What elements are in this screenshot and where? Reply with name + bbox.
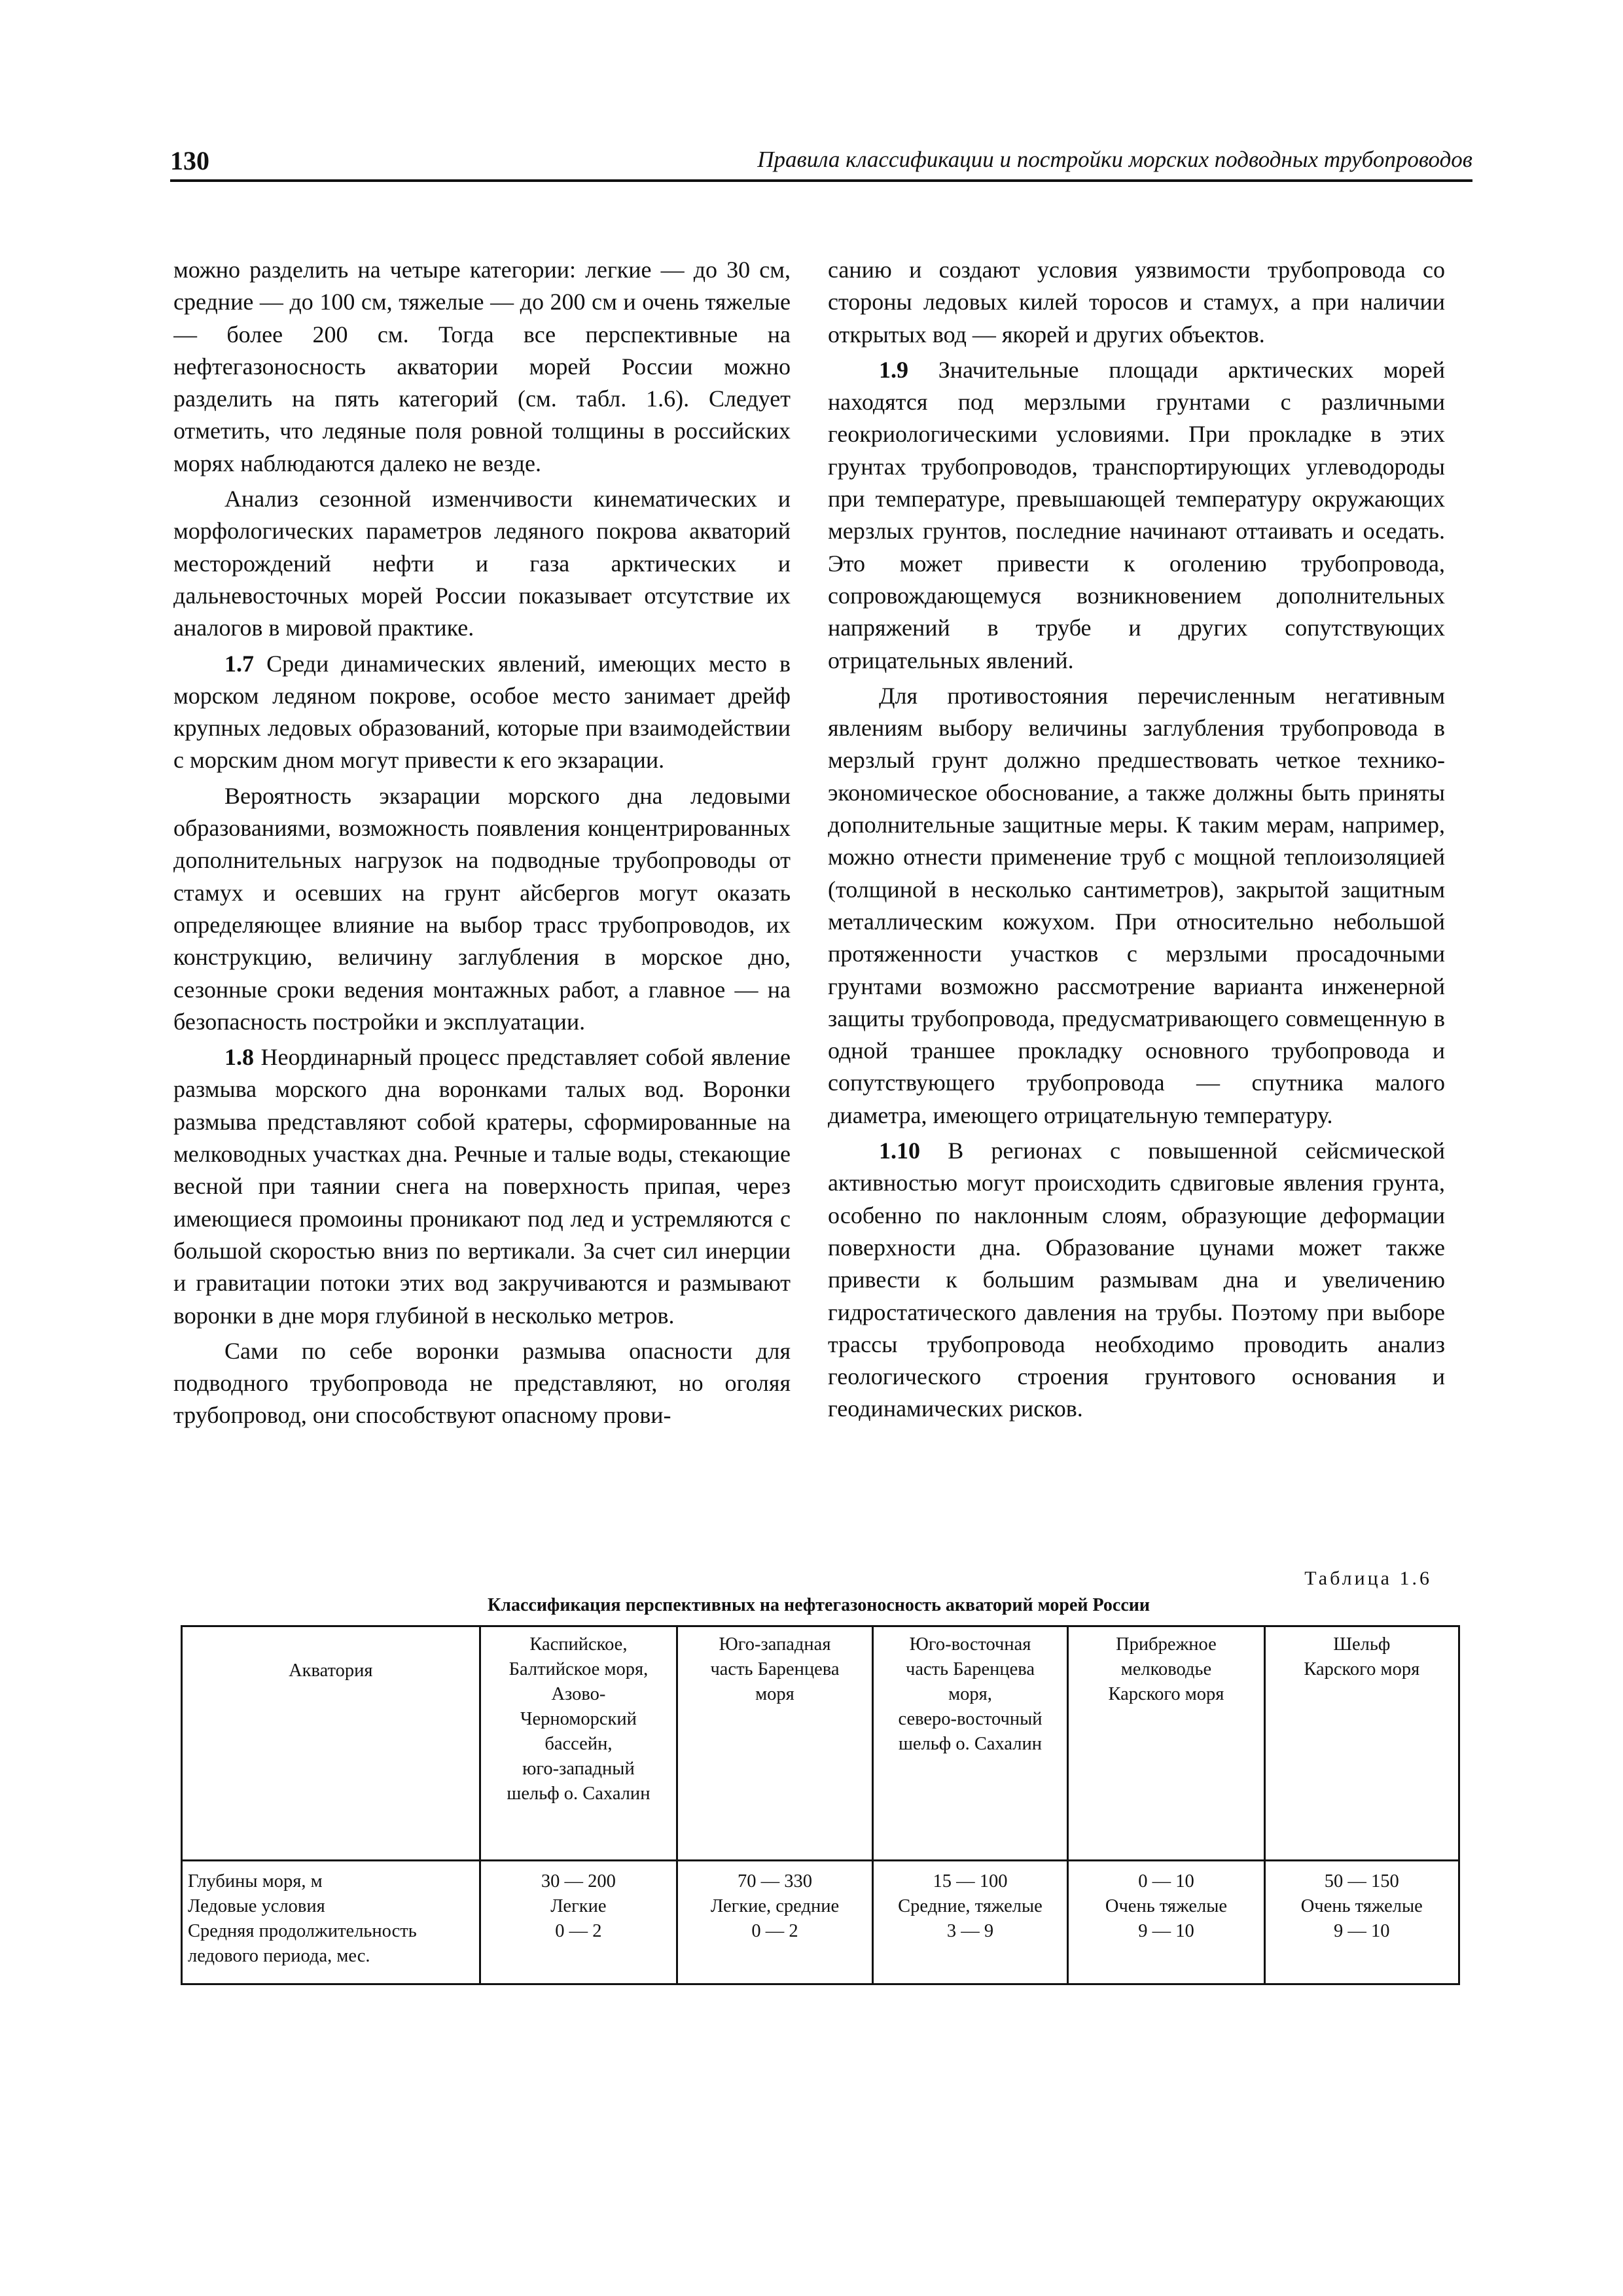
paragraph-text: Среди динамических явлений, имеющих место в морском ледяном покрове, особое место занимает дрейф крупных ледовых образований, которые при взаимодействии с морским дном могут привести к его экзарации. — [173, 650, 791, 774]
table-row — [182, 1861, 1459, 1984]
cell-value: 0 — 10 — [1138, 1871, 1194, 1892]
header-cell-se-barents — [872, 1626, 1068, 1861]
header-line: Карского моря — [1304, 1659, 1420, 1679]
cell-value: 50 — 150 — [1324, 1871, 1399, 1892]
header-line: Шельф — [1333, 1634, 1391, 1655]
cell-value: 9 — 10 — [1334, 1921, 1390, 1941]
header-cell-kara-shelf — [1264, 1626, 1459, 1861]
paragraph-text: Значительные площади арктических морей находятся под мерзлыми грунтами с различными геокриологическими условиями. При прокладке в этих грунтах трубопроводов, транспортирующих углеводороды при температуре, превышающей температуру окружающих мерзлых грунтов, последние начинают оттаивать и оседать. Это может привести к оголению трубопровода, сопровождающемуся возникновением дополнительных напряжений в трубе и других сопутствующих отрицательных явлений. — [828, 356, 1445, 673]
left-column — [173, 254, 791, 1570]
header-line: шельф о. Сахалин — [507, 1784, 651, 1804]
value-cell — [1068, 1861, 1264, 1984]
paragraph-text: В регионах с повышенной сейсмической активностью могут происходить сдвиговые явления грунта, особенно по наклонным слоям, образующие деформации поверхности дна. Образование цунами может также привести к большим размывам дна и увеличению гидростатического давления на трубы. Поэтому при выборе трассы трубопровода необходимо проводить анализ геологического строения грунтового основания и геодинамических рисков. — [828, 1138, 1445, 1422]
section-number: 1.7 — [224, 650, 254, 677]
paragraph: санию и создают условия уязвимости трубопровода со стороны ледовых килей торосов и стамух, а при наличии открытых вод — якорей и других объектов. — [828, 257, 1445, 348]
right-column — [828, 254, 1445, 1570]
table-label: Таблица 1.6 — [1304, 1568, 1432, 1589]
header-line: юго-западный — [522, 1759, 635, 1779]
classification-table — [181, 1625, 1460, 1985]
header-line: часть Баренцева — [905, 1659, 1035, 1679]
cell-value: Очень тяжелые — [1105, 1896, 1227, 1916]
page-number: 130 — [170, 146, 209, 175]
header-cell-caspian — [480, 1626, 677, 1861]
header-line: мелководье — [1120, 1659, 1212, 1679]
cell-value: 0 — 2 — [751, 1921, 798, 1941]
header-line: Юго-западная — [719, 1634, 831, 1655]
header-line: бассейн, — [544, 1734, 613, 1754]
header-rule — [170, 179, 1472, 182]
cell-value: Очень тяжелые — [1300, 1896, 1423, 1916]
header-cell-area — [182, 1626, 480, 1861]
header-line: моря — [755, 1684, 794, 1704]
header-cell-sw-barents — [677, 1626, 872, 1861]
header-line: Карского моря — [1108, 1684, 1224, 1704]
cell-value: 70 — 330 — [737, 1871, 812, 1892]
cell-value: Легкие — [550, 1896, 607, 1916]
section-number: 1.9 — [879, 356, 908, 383]
row-label: ледового периода, мес. — [188, 1946, 370, 1966]
cell-value: Средние, тяжелые — [898, 1896, 1043, 1916]
paragraph-section-1-10 — [828, 1135, 1445, 1426]
cell-value: Легкие, средние — [710, 1896, 840, 1916]
header-line: Юго-восточная — [909, 1634, 1031, 1655]
paragraph: Анализ сезонной изменчивости кинематических и морфологических параметров ледяного покрова акваторий месторождений нефти и газа арктических и дальневосточных морей России показывает отсутствие их аналогов в мировой практике. — [173, 486, 791, 641]
section-number: 1.10 — [879, 1138, 920, 1164]
table-header-row — [182, 1626, 1459, 1861]
paragraph: Для противостояния перечисленным негативным явлениям выбору величины заглубления трубопровода в мерзлый грунт должно предшествовать четкое технико-экономическое обоснование, а также должны быть приняты дополнительные защитные меры. К таким мерам, например, можно отнести применение труб с мощной теплоизоляцией (толщиной в несколько сантиметров), закрытой защитным металлическим кожухом. При относительно небольшой протяженности участков с мерзлыми просадочными грунтами возможно рассмотрение варианта инженерной защиты трубопровода, предусматривающего совмещенную в одной траншее прокладку основного трубопровода и сопутствующего трубопровода — спутника малого диаметра, имеющего отрицательную температуру. — [828, 682, 1445, 1128]
running-title: Правила классификации и постройки морских подводных трубопроводов — [757, 147, 1472, 172]
row-labels-cell — [182, 1861, 480, 1984]
header-line: часть Баренцева — [710, 1659, 840, 1679]
paragraph-text: Неординарный процесс представляет собой явление размыва морского дна воронками талых вод. Воронки размыва представляют собой кратеры, сформированные на мелководных участках дна. Речные и талые воды, стекающие весной при таянии снега на поверхность припая, через имеющиеся промоины проникают под лед и устремляются с большой скоростью вниз по вертикали. За счет сил инерции и гравитации потоки этих вод закручиваются и размывают воронки в дне моря глубиной в несколько метров. — [173, 1044, 791, 1329]
value-cell — [872, 1861, 1068, 1984]
cell-value: 0 — 2 — [555, 1921, 602, 1941]
row-label: Средняя продолжительность — [188, 1921, 417, 1941]
paragraph-section-1-7 — [173, 648, 791, 777]
cell-value: 9 — 10 — [1138, 1921, 1194, 1941]
header-line: Прибрежное — [1116, 1634, 1217, 1655]
paragraph: Вероятность экзарации морского дна ледовыми образованиями, возможность появления концентрированных дополнительных нагрузок на подводные трубопроводы от стамух и осевших на грунт айсбергов могут оказать определяющее влияние на выбор трасс трубопроводов, их конструкцию, величину заглубления в морское дно, сезонные сроки ведения монтажных работ, а главное — на безопасность постройки и эксплуатации. — [173, 782, 791, 1035]
value-cell — [677, 1861, 872, 1984]
header-line: Акватория — [289, 1660, 373, 1681]
header-line: Черноморский — [520, 1709, 637, 1729]
paragraph-section-1-8 — [173, 1041, 791, 1332]
paragraph: можно разделить на четыре категории: легкие — до 30 см, средние — до 100 см, тяжелые — до 200 см и очень тяжелые — более 200 см. Тогда все перспективные на нефтегазоносность акватории морей России можно разделить на пять категорий (см. табл. 1.6). Следует отметить, что ледяные поля ровной толщины в российских морях наблюдаются далеко не везде. — [173, 257, 791, 476]
value-cell — [480, 1861, 677, 1984]
header-cell-kara-coastal — [1068, 1626, 1264, 1861]
header-line: Балтийское моря, — [508, 1659, 649, 1679]
table-title: Классификация перспективных на нефтегазоносность акваторий морей России — [487, 1595, 1150, 1615]
header-line: северо-восточный — [898, 1709, 1043, 1729]
cell-value: 3 — 9 — [946, 1921, 994, 1941]
row-label: Ледовые условия — [188, 1896, 325, 1916]
section-number: 1.8 — [224, 1044, 254, 1071]
paragraph-section-1-9 — [828, 354, 1445, 677]
paragraph: Сами по себе воронки размыва опасности для подводного трубопровода не представляют, но оголяя трубопровод, они способствуют опасному прови- — [173, 1337, 791, 1429]
page-header — [170, 145, 1472, 178]
header-line: Азово- — [551, 1684, 606, 1704]
value-cell — [1264, 1861, 1459, 1984]
row-label: Глубины моря, м — [188, 1871, 323, 1892]
cell-value: 30 — 200 — [541, 1871, 616, 1892]
header-line: шельф о. Сахалин — [898, 1734, 1043, 1754]
header-line: Каспийское, — [529, 1634, 628, 1655]
header-line: моря, — [948, 1684, 992, 1704]
cell-value: 15 — 100 — [933, 1871, 1008, 1892]
